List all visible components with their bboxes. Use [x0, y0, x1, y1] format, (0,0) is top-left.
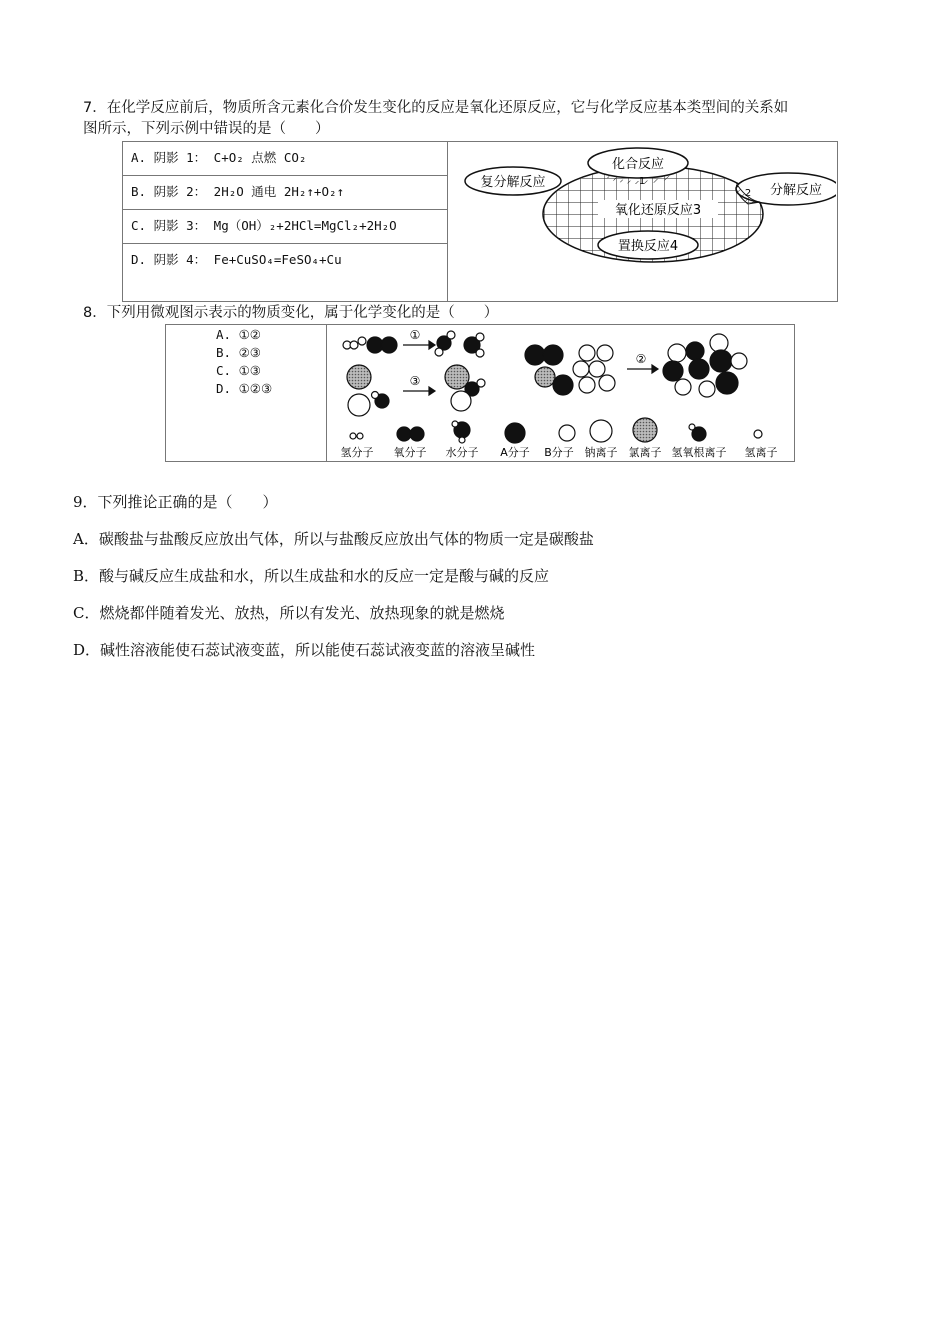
q7-option-d-label: D. 阴影 4： [131, 252, 207, 267]
q8-options [166, 325, 327, 461]
legend-label-2: 氧分子 [393, 446, 427, 459]
venn-combination-label: 化合反应 [611, 157, 665, 172]
q8-stem: 8．下列用微观图示表示的物质变化，属于化学变化的是（ ） [83, 305, 499, 321]
q7-option-c-formula: Mg（OH）₂+2HCl=MgCl₂+2H₂O [213, 218, 397, 233]
venn-double-decomposition-label: 复分解反应 [480, 175, 546, 190]
arrow-3-label: ③ [409, 374, 421, 388]
venn-decomposition-label: 分解反应 [769, 183, 823, 198]
q7-option-a [123, 142, 447, 176]
q8-option-d: D. ①②③ [216, 381, 273, 396]
q8-option-c: C. ①③ [216, 363, 261, 378]
q8-figure [165, 324, 795, 462]
legend-label-7: 氯离子 [628, 446, 662, 459]
q8-option-b: B. ②③ [216, 345, 261, 360]
venn-mark-2: 2 [744, 188, 752, 199]
q9-option-b: B．酸与碱反应生成盐和水，所以生成盐和水的反应一定是酸与碱的反应 [73, 567, 550, 585]
q8-option-a: A. ①② [216, 327, 261, 342]
legend-label-4: A分子 [500, 446, 530, 459]
venn-mark-1: 1 [638, 176, 646, 187]
q7-options-table [123, 142, 448, 301]
q9-option-d: D．碱性溶液能使石蕊试液变蓝，所以能使石蕊试液变蓝的溶液呈碱性 [73, 641, 536, 659]
venn-redox-label: 氧化还原反应3 [614, 203, 702, 218]
q7-option-b [123, 176, 447, 210]
legend-label-8: 氢氧根离子 [671, 446, 727, 459]
q8-molecule-diagram [327, 325, 793, 461]
q7-option-c-label: C. 阴影 3： [131, 218, 207, 233]
q7-stem-line1: 7．在化学反应前后，物质所含元素化合价发生变化的反应是氧化还原反应，它与化学反应基本类型间的关系如 [83, 100, 789, 116]
legend-label-3: 水分子 [445, 446, 479, 459]
q7-option-d-formula: Fe+CuSO₄=FeSO₄+Cu [213, 252, 342, 267]
q7-stem-line2: 图所示，下列示例中错误的是（ ） [83, 121, 330, 137]
legend-symbols [350, 418, 762, 443]
legend-labels [341, 445, 778, 459]
venn-substitution-label: 置换反应4 [617, 239, 679, 254]
q9-option-c: C．燃烧都伴随着发光、放热，所以有发光、放热现象的就是燃烧 [73, 604, 505, 622]
q7-option-b-label: B. 阴影 2： [131, 184, 207, 199]
arrow-1-label: ① [409, 328, 421, 342]
q7-option-b-formula: 2H₂O 通电 2H₂↑+O₂↑ [213, 184, 345, 199]
q7-option-d [123, 244, 447, 278]
q7-venn-diagram [448, 142, 836, 300]
legend-label-6: 钠离子 [584, 446, 618, 459]
q9-stem: 9．下列推论正确的是（ ） [73, 493, 278, 511]
arrow-2-label: ② [635, 352, 647, 366]
q7-figure [122, 141, 838, 302]
legend-label-9: 氢离子 [744, 446, 778, 459]
q7-option-a-label: A. 阴影 1： [131, 150, 207, 165]
q7-option-c [123, 210, 447, 244]
q7-option-a-formula: C+O₂ 点燃 CO₂ [213, 150, 307, 165]
reaction-3 [347, 365, 485, 416]
legend-label-5: B分子 [544, 446, 574, 459]
legend-label-1: 氢分子 [340, 446, 374, 459]
q9-option-a: A．碳酸盐与盐酸反应放出气体，所以与盐酸反应放出气体的物质一定是碳酸盐 [73, 530, 594, 548]
